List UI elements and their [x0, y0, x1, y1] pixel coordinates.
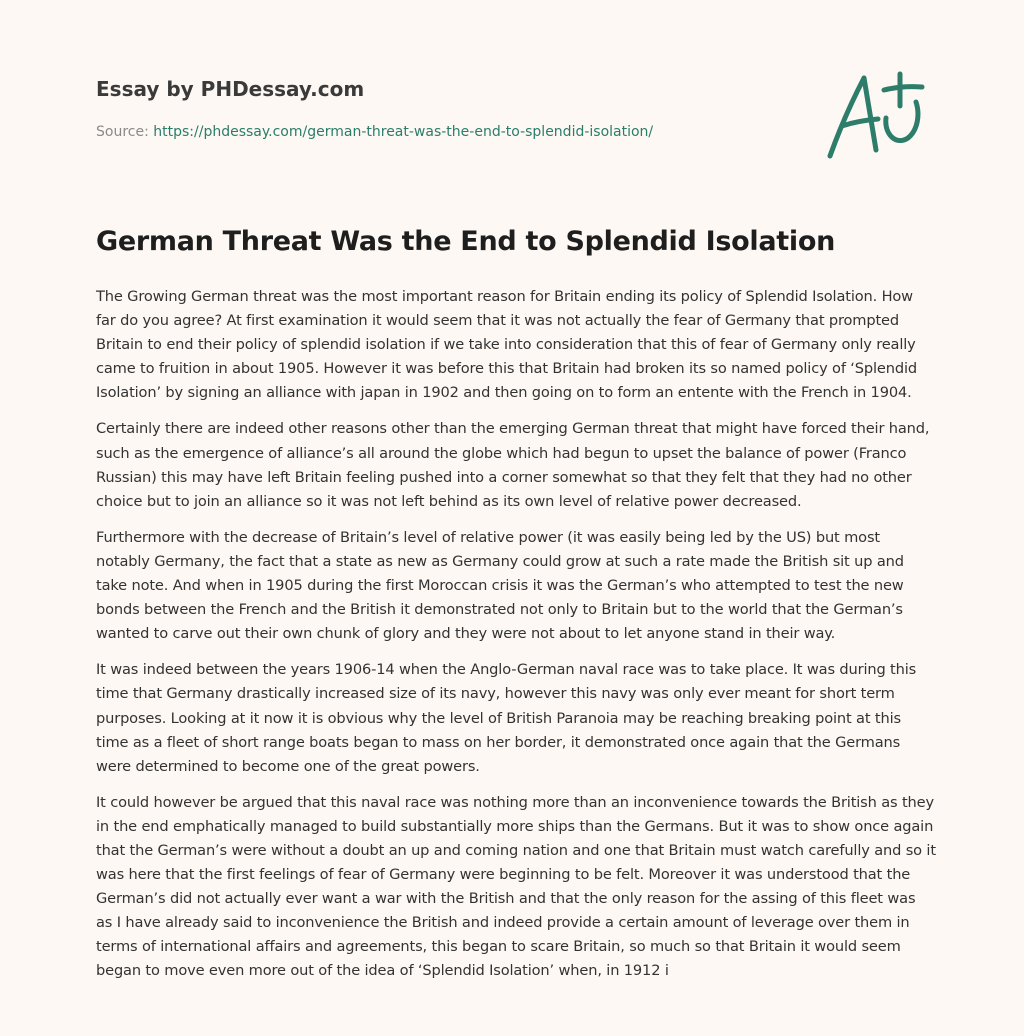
source-link[interactable]: https://phdessay.com/german-threat-was-the-end-to-splendid-isolation/	[153, 124, 654, 140]
source-line	[96, 124, 653, 140]
essay-paragraph: It could however be argued that this naval race was nothing more than an inconvenience towards the British as they in the end emphatically managed to build substantially more ships than the Germans. But it was to show once again that the German’s were without a doubt an up and coming nation and one that Britain must watch carefully and so it was here that the first feelings of fear of Germany were beginning to be felt. Moreover it was understood that the German’s did not actually ever want a war with the British and that the only reason for the assing of this fleet was as I have already said to inconvenience the British and indeed provide a certain amount of leverage over them in terms of international affairs and agreements, this began to scare Britain, so much so that Britain it would seem began to move even more out of the idea of ‘Splendid Isolation’ when, in 1912 i	[96, 793, 936, 980]
essay-paragraph: Furthermore with the decrease of Britain’s level of relative power (it was easily being led by the US) but most notably Germany, the fact that a state as new as Germany could grow at such a rate made the British sit up and take note. And when in 1905 during the first Moroccan crisis it was the German’s who attempted to test the new bonds between the French and the British it demonstrated not only to Britain but to the world that the German’s wanted to carve out their own chunk of glory and they were not about to let anyone stand in their way.	[96, 528, 904, 643]
site-title: Essay by PHDessay.com	[96, 77, 365, 101]
essay-paragraph: Certainly there are indeed other reasons other than the emerging German threat that might have forced their hand, such as the emergence of alliance’s all around the globe which had begun to upset the balance of power (Franco Russian) this may have left Britain feeling pushed into a corner somewhat so that they felt that they had no other choice but to join an alliance so it was not left behind as its own level of relative power decreased.	[96, 420, 930, 510]
essay-body	[96, 285, 936, 996]
source-label: Source:	[96, 124, 149, 140]
essay-paragraph: The Growing German threat was the most important reason for Britain ending its policy of Splendid Isolation. How far do you agree? At first examination it would seem that it was not actually the fear of Germany that prompted Britain to end their policy of splendid isolation if we take into consideration that this of fear of Germany only really came to fruition in about 1905. However it was before this that Britain had broken its so named policy of ‘Splendid Isolation’ by signing an alliance with japan in 1902 and then going on to form an entente with the French in 1904.	[96, 288, 917, 402]
a-plus-logo-icon	[822, 66, 928, 166]
essay-paragraph: It was indeed between the years 1906-14 when the Anglo-German naval race was to take place. It was during this time that Germany drastically increased size of its navy, however this navy was only ever meant for short term purposes. Looking at it now it is obvious why the level of British Paranoia may be reaching breaking point at this time as a fleet of short range boats began to mass on her border, it demonstrated once again that the Germans were determined to become one of the great powers.	[96, 661, 917, 775]
essay-title: German Threat Was the End to Splendid Isolation	[96, 226, 836, 257]
